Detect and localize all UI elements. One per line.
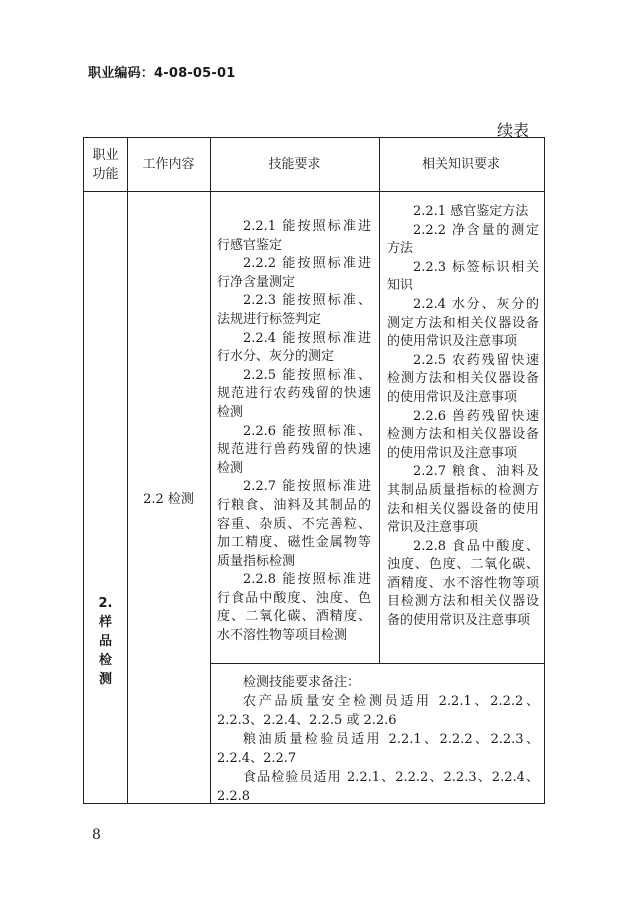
skill-item: 2.2.5 能按照标准、规范进行农药残留的快速检测	[217, 367, 371, 420]
column-divider	[379, 138, 380, 663]
header-skills: 技能要求	[268, 157, 321, 172]
skill-item: 2.2.3 能按照标准、法规进行标签判定	[217, 293, 371, 327]
continued-label: 续表	[497, 121, 530, 140]
knowledge-item: 2.2.4 水分、灰分的测定方法和相关仪器设备的使用常识及注意事项	[387, 296, 539, 350]
header-work: 工作内容	[142, 157, 195, 172]
skills-cell	[217, 218, 371, 646]
header-knowledge: 相关知识要求	[421, 157, 500, 172]
knowledge-item: 2.2.1 感官鉴定方法	[413, 204, 529, 219]
function-cell	[84, 596, 127, 688]
notes-divider	[210, 663, 544, 664]
function-char: 检	[98, 653, 112, 668]
header-divider	[84, 191, 544, 192]
skills-table	[83, 137, 545, 804]
notes-cell	[217, 673, 539, 806]
knowledge-item: 2.2.7 粮食、油料及其制品质量指标的检测方法和相关仪器设备的使用常识及注意事项	[387, 464, 539, 536]
knowledge-item: 2.2.8 食品中酸度、浊度、色度、二氧化碳、酒精度、水不溶性物等项目检测方法和相关仪器设备的使用常识及注意事项	[387, 538, 539, 629]
notes-item: 农产品质量安全检测员适用 2.2.1、2.2.2、2.2.3、2.2.4、2.2.5 或 2.2.6	[217, 694, 539, 728]
knowledge-item: 2.2.3 标签标识相关知识	[387, 259, 539, 294]
function-char: 测	[98, 672, 112, 687]
notes-item: 粮油质量检验员适用 2.2.1、2.2.2、2.2.3、2.2.4、2.2.7	[217, 732, 539, 766]
knowledge-item: 2.2.2 净含量的测定方法	[387, 222, 539, 257]
skill-item: 2.2.7 能按照标准进行粮食、油料及其制品的容重、杂质、不完善粒、加工精度、磁性金属物等质量指标检测	[217, 479, 371, 569]
header-function-line2: 功能	[92, 166, 119, 182]
knowledge-item: 2.2.5 农药残留快速检测方法和相关仪器设备的使用常识及注意事项	[387, 352, 539, 405]
skill-item: 2.2.4 能按照标准进行水分、灰分的测定	[217, 330, 371, 365]
notes-title: 检测技能要求备注：	[243, 675, 361, 690]
column-divider	[127, 138, 128, 803]
header-function	[84, 138, 127, 191]
skill-item: 2.2.1 能按照标准进行感官鉴定	[217, 219, 371, 253]
function-char: 品	[98, 634, 112, 649]
notes-item: 食品检验员适用 2.2.1、2.2.2、2.2.3、2.2.4、2.2.8	[217, 770, 539, 804]
knowledge-item: 2.2.6 兽药残留快速检测方法和相关仪器设备的使用常识及注意事项	[387, 408, 539, 461]
page-number: 8	[92, 827, 101, 843]
function-number: 2.	[98, 596, 113, 611]
occupation-code: 职业编码：4-08-05-01	[88, 66, 236, 81]
work-content-cell: 2.2 检测	[143, 492, 194, 507]
header-function-line1: 职业	[92, 147, 119, 163]
skill-item: 2.2.8 能按照标准进行食品中酸度、浊度、色度、二氧化碳、酒精度、水不溶性物等项目检测	[217, 572, 371, 644]
column-divider	[210, 138, 211, 803]
knowledge-cell	[387, 203, 539, 631]
function-char: 样	[98, 615, 112, 630]
skill-item: 2.2.6 能按照标准、规范进行兽药残留的快速检测	[217, 423, 371, 476]
skill-item: 2.2.2 能按照标准进行净含量测定	[217, 256, 371, 290]
